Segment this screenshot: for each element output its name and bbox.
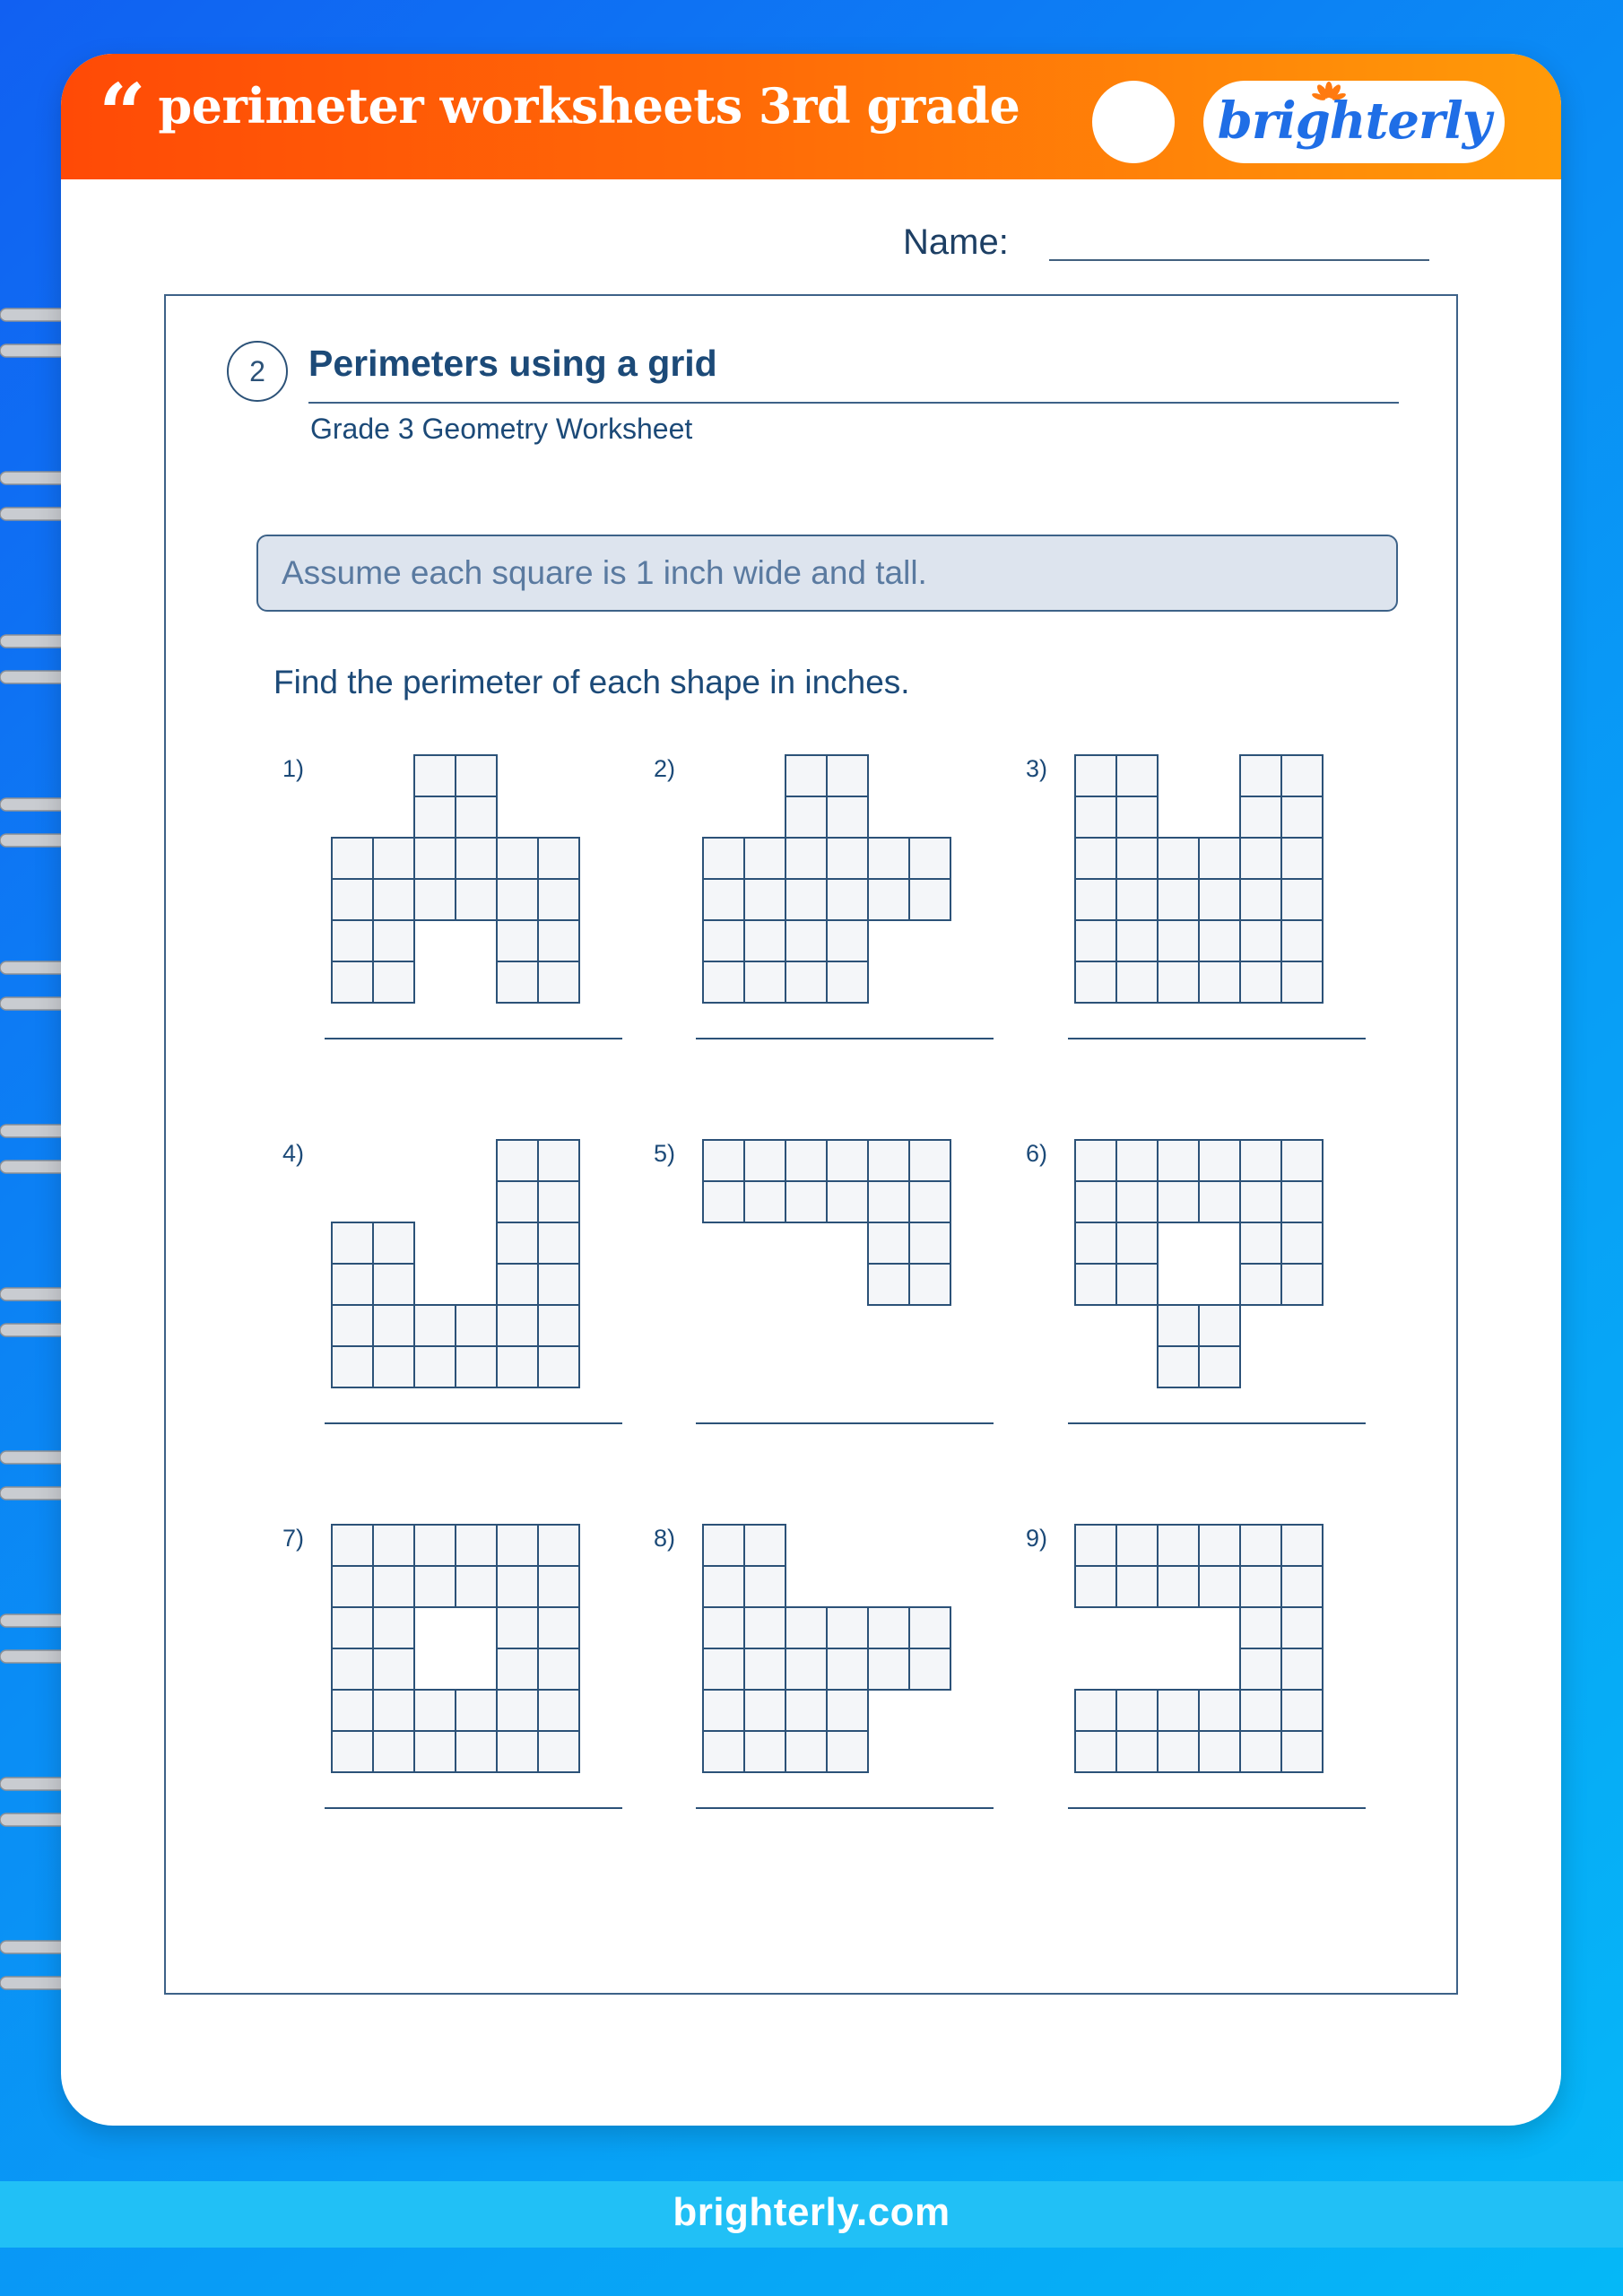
grid-square (1075, 1140, 1116, 1181)
grid-square (1240, 1566, 1281, 1607)
grid-square (868, 1264, 909, 1305)
grid-square (538, 1731, 579, 1772)
grid-square (1158, 1181, 1199, 1222)
grid-square (1281, 1690, 1323, 1731)
grid-square (497, 1525, 538, 1566)
grid-square (909, 1607, 950, 1648)
grid-square (1116, 755, 1158, 796)
grid-square (703, 1607, 744, 1648)
grid-square (744, 1525, 785, 1566)
grid-square (703, 1140, 744, 1181)
grid-square (909, 838, 950, 879)
grid-square (1158, 1566, 1199, 1607)
grid-square (1281, 1140, 1323, 1181)
grid-square (1075, 961, 1116, 1003)
grid-square (538, 1305, 579, 1346)
grid-square (785, 961, 827, 1003)
grid-square (785, 1607, 827, 1648)
grid-square (1075, 755, 1116, 796)
grid-square (497, 1222, 538, 1264)
grid-square (1075, 1181, 1116, 1222)
problem-label: 3) (1026, 755, 1048, 782)
grid-square (1199, 1346, 1240, 1387)
grid-square (497, 1731, 538, 1772)
grid-square (1075, 838, 1116, 879)
grid-square (456, 879, 497, 920)
grid-square (827, 961, 868, 1003)
grid-square (703, 879, 744, 920)
grid-square (332, 838, 373, 879)
grid-square (538, 838, 579, 879)
grid-square (744, 1648, 785, 1690)
grid-square (373, 1264, 414, 1305)
grid-square (703, 1690, 744, 1731)
grid-square (909, 1648, 950, 1690)
grid-square (1158, 838, 1199, 879)
grid-square (827, 755, 868, 796)
grid-square (1281, 1648, 1323, 1690)
grid-square (332, 920, 373, 961)
grid-square (456, 1566, 497, 1607)
grid-square (744, 961, 785, 1003)
grid-square (1199, 920, 1240, 961)
grid-square (1075, 879, 1116, 920)
grid-square (1199, 1731, 1240, 1772)
grid-square (1281, 961, 1323, 1003)
grid-square (909, 1264, 950, 1305)
grid-square (373, 838, 414, 879)
grid-square (703, 1181, 744, 1222)
grid-square (332, 1607, 373, 1648)
grid-square (414, 1690, 456, 1731)
grid-square (497, 1346, 538, 1387)
grid-square (538, 1690, 579, 1731)
grid-square (744, 879, 785, 920)
grid-square (744, 1181, 785, 1222)
grid-square (868, 1181, 909, 1222)
problem-label: 1) (282, 755, 305, 782)
grid-square (332, 1222, 373, 1264)
grid-square (332, 961, 373, 1003)
grid-square (703, 1525, 744, 1566)
grid-square (744, 1690, 785, 1731)
grid-square (1075, 1690, 1116, 1731)
grid-square (497, 920, 538, 961)
grid-square (703, 1731, 744, 1772)
grid-square (1116, 1222, 1158, 1264)
grid-square (1116, 838, 1158, 879)
grid-square (414, 796, 456, 838)
grid-square (1075, 1566, 1116, 1607)
grid-square (1240, 879, 1281, 920)
worksheet-number: 2 (227, 341, 288, 402)
grid-square (785, 1648, 827, 1690)
grid-square (827, 838, 868, 879)
grid-square (497, 1690, 538, 1731)
grid-square (538, 1648, 579, 1690)
grid-square (1116, 920, 1158, 961)
grid-square (373, 920, 414, 961)
grid-square (1199, 1525, 1240, 1566)
grid-square (497, 1264, 538, 1305)
grid-square (497, 1181, 538, 1222)
grid-square (373, 1305, 414, 1346)
grid-square (1199, 1690, 1240, 1731)
grid-square (414, 1305, 456, 1346)
grid-square (827, 879, 868, 920)
grid-square (827, 920, 868, 961)
worksheet-title: Perimeters using a grid (308, 343, 717, 384)
grid-square (538, 920, 579, 961)
grid-square (703, 1648, 744, 1690)
grid-square (1075, 1222, 1116, 1264)
grid-square (414, 755, 456, 796)
grid-square (332, 1690, 373, 1731)
grid-square (703, 961, 744, 1003)
grid-square (785, 796, 827, 838)
grid-square (1116, 1264, 1158, 1305)
grid-square (1240, 920, 1281, 961)
grid-square (332, 1566, 373, 1607)
grid-square (1075, 1264, 1116, 1305)
header-title-text: perimeter worksheets 3rd grade (158, 77, 1020, 135)
problem-3 (1026, 755, 1366, 1039)
grid-square (373, 1566, 414, 1607)
grid-square (1240, 838, 1281, 879)
grid-square (373, 1525, 414, 1566)
problem-8 (654, 1525, 994, 1808)
grid-square (868, 879, 909, 920)
grid-square (332, 1264, 373, 1305)
grid-square (1240, 1607, 1281, 1648)
grid-square (497, 1140, 538, 1181)
grid-square (785, 838, 827, 879)
grid-square (1116, 1566, 1158, 1607)
grid-square (1158, 1140, 1199, 1181)
grid-square (1075, 1525, 1116, 1566)
grid-square (744, 1140, 785, 1181)
grid-square (703, 838, 744, 879)
grid-square (703, 920, 744, 961)
grid-square (785, 1690, 827, 1731)
problem-4 (282, 1140, 622, 1423)
grid-square (414, 879, 456, 920)
grid-square (909, 1181, 950, 1222)
grid-square (373, 1346, 414, 1387)
grid-square (538, 1140, 579, 1181)
grid-square (1240, 1140, 1281, 1181)
grid-square (332, 879, 373, 920)
grid-square (538, 1264, 579, 1305)
grid-square (909, 879, 950, 920)
footer-bar (0, 2181, 1623, 2248)
grid-square (456, 796, 497, 838)
grid-square (1281, 796, 1323, 838)
grid-square (1158, 1525, 1199, 1566)
grid-square (1116, 1731, 1158, 1772)
grid-square (827, 1731, 868, 1772)
grid-square (1240, 1731, 1281, 1772)
grid-square (785, 755, 827, 796)
problem-7 (282, 1525, 622, 1808)
logo-text: brighterly (1217, 91, 1491, 151)
grid-square (785, 920, 827, 961)
grid-square (785, 1181, 827, 1222)
grid-square (1240, 1264, 1281, 1305)
grid-square (827, 1648, 868, 1690)
grid-square (456, 755, 497, 796)
grid-square (868, 1648, 909, 1690)
grid-square (373, 1222, 414, 1264)
grid-square (827, 1181, 868, 1222)
grid-square (1281, 879, 1323, 920)
grid-square (1281, 1264, 1323, 1305)
grid-square (868, 838, 909, 879)
grid-square (1158, 1731, 1199, 1772)
grid-square (1158, 920, 1199, 961)
grid-square (1116, 1525, 1158, 1566)
grid-square (1240, 1181, 1281, 1222)
grid-square (414, 838, 456, 879)
grid-square (1281, 1566, 1323, 1607)
grid-square (909, 1140, 950, 1181)
grid-square (1281, 1222, 1323, 1264)
grid-square (703, 1566, 744, 1607)
grid-square (1116, 796, 1158, 838)
grid-square (414, 1525, 456, 1566)
grid-square (1281, 1731, 1323, 1772)
grid-square (456, 1346, 497, 1387)
grid-square (538, 1525, 579, 1566)
grid-square (456, 1690, 497, 1731)
grid-square (1199, 838, 1240, 879)
problem-2 (654, 755, 994, 1039)
grid-square (827, 1140, 868, 1181)
problem-1 (282, 755, 622, 1039)
worksheet-subtitle: Grade 3 Geometry Worksheet (310, 413, 693, 445)
grid-square (538, 1181, 579, 1222)
grid-square (1281, 1181, 1323, 1222)
grid-square (456, 1731, 497, 1772)
grid-square (1281, 755, 1323, 796)
grid-square (538, 879, 579, 920)
grid-square (827, 796, 868, 838)
grid-square (1240, 1525, 1281, 1566)
grid-square (414, 1346, 456, 1387)
grid-square (1199, 879, 1240, 920)
grid-square (827, 1690, 868, 1731)
grid-square (744, 1566, 785, 1607)
grid-square (1281, 1525, 1323, 1566)
grid-square (1281, 838, 1323, 879)
grid-square (744, 920, 785, 961)
grid-square (332, 1305, 373, 1346)
grid-square (785, 1140, 827, 1181)
grid-square (1158, 1690, 1199, 1731)
grid-square (868, 1607, 909, 1648)
grid-square (497, 961, 538, 1003)
grid-square (1116, 879, 1158, 920)
grid-square (497, 1305, 538, 1346)
problem-label: 9) (1026, 1525, 1048, 1552)
grid-square (1158, 961, 1199, 1003)
grid-square (744, 1607, 785, 1648)
problem-label: 4) (282, 1140, 305, 1167)
grid-square (332, 1648, 373, 1690)
grid-square (1240, 755, 1281, 796)
grid-square (1158, 879, 1199, 920)
grid-square (456, 1525, 497, 1566)
name-label: Name: (903, 222, 1009, 262)
problem-label: 5) (654, 1140, 676, 1167)
grid-square (1240, 796, 1281, 838)
quote-mark-icon: “ (99, 65, 146, 162)
grid-square (1240, 1690, 1281, 1731)
grid-square (909, 1222, 950, 1264)
grid-square (497, 1648, 538, 1690)
grid-square (785, 879, 827, 920)
grid-square (332, 1346, 373, 1387)
grid-square (1199, 1566, 1240, 1607)
grid-square (1240, 1222, 1281, 1264)
grid-square (332, 1731, 373, 1772)
grid-square (373, 879, 414, 920)
grid-square (538, 1566, 579, 1607)
grid-square (373, 1690, 414, 1731)
grid-square (1075, 920, 1116, 961)
grid-square (538, 1346, 579, 1387)
problem-label: 8) (654, 1525, 676, 1552)
grid-square (1116, 1140, 1158, 1181)
problem-6 (1026, 1140, 1366, 1423)
grid-square (1240, 1648, 1281, 1690)
grid-square (1075, 1731, 1116, 1772)
grid-square (538, 961, 579, 1003)
problem-label: 6) (1026, 1140, 1048, 1167)
grid-square (497, 1607, 538, 1648)
grid-square (785, 1731, 827, 1772)
grid-square (1116, 1181, 1158, 1222)
grid-square (1075, 796, 1116, 838)
grid-square (538, 1222, 579, 1264)
grid-square (414, 1566, 456, 1607)
grid-square (373, 1648, 414, 1690)
grid-square (868, 1140, 909, 1181)
grid-square (1199, 1181, 1240, 1222)
grid-square (1281, 920, 1323, 961)
grid-square (456, 1305, 497, 1346)
footer-url[interactable]: brighterly.com (673, 2190, 950, 2234)
grid-square (373, 1731, 414, 1772)
grid-square (373, 961, 414, 1003)
grid-square (414, 1731, 456, 1772)
grid-square (1199, 1140, 1240, 1181)
grid-square (1281, 1607, 1323, 1648)
grid-square (456, 838, 497, 879)
problem-label: 2) (654, 755, 676, 782)
grid-square (497, 1566, 538, 1607)
grid-square (497, 838, 538, 879)
problem-9 (1026, 1525, 1366, 1808)
grid-square (744, 838, 785, 879)
problem-5 (654, 1140, 994, 1423)
grid-square (332, 1525, 373, 1566)
grid-square (868, 1222, 909, 1264)
grid-square (827, 1607, 868, 1648)
grid-square (1199, 961, 1240, 1003)
instruction-text: Find the perimeter of each shape in inches. (273, 664, 910, 700)
grid-square (1199, 1305, 1240, 1346)
note-text: Assume each square is 1 inch wide and tall. (282, 554, 927, 591)
problem-label: 7) (282, 1525, 305, 1552)
grid-square (373, 1607, 414, 1648)
grid-square (744, 1731, 785, 1772)
grid-square (538, 1607, 579, 1648)
grid-square (1240, 961, 1281, 1003)
grid-square (1116, 1690, 1158, 1731)
grid-square (1158, 1346, 1199, 1387)
grid-square (1116, 961, 1158, 1003)
grid-square (1158, 1305, 1199, 1346)
grid-square (497, 879, 538, 920)
